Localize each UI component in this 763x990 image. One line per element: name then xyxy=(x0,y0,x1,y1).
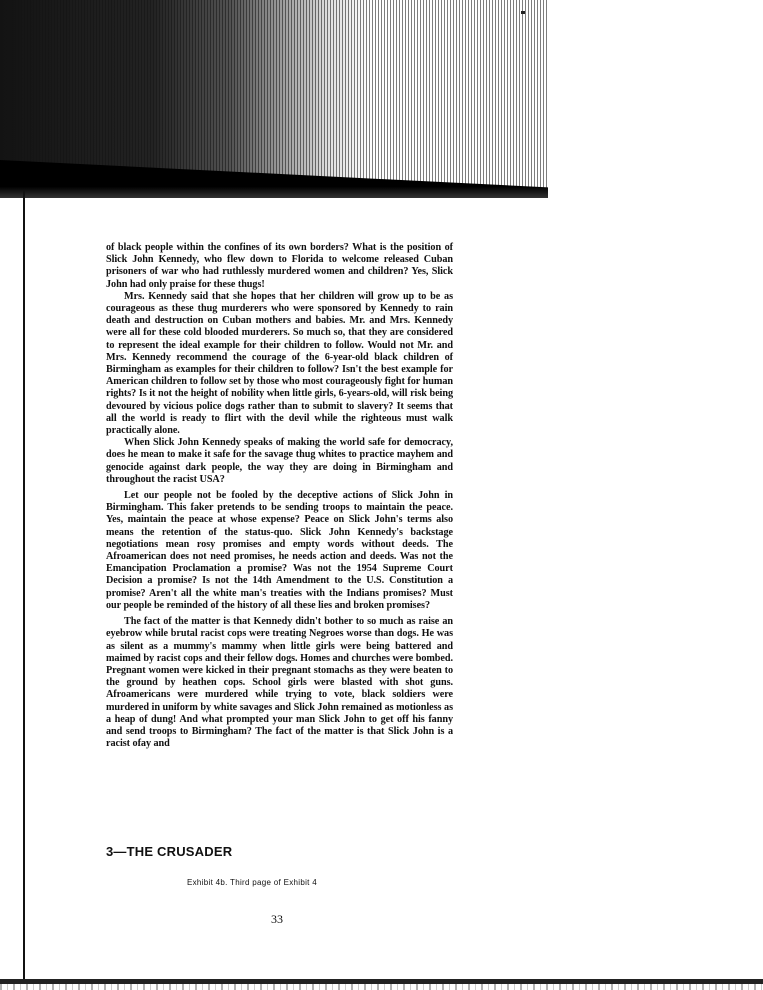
paragraph: The fact of the matter is that Kennedy didn't bother to so much as raise an eyebrow while brutal racist cops were treating Negroes worse than dogs. He was as silent as a mummy's mammy when little girls were being battered and maimed by racist cops and their fellow dogs. Homes and churches were bombed. Pregnant women were kicked in their pregnant stomachs as they were beaten to the ground by heathen cops. School girls were blasted with shot guns. Afroamericans were murdered while trying to vote, black soldiers were murdered in uniform by white savages and Slick John remained as motionless as a heap of dung! And what prompted your man Slick John to get off his fanny and send troops to Birmingham? The fact of the matter is that Slick John is a racist ofay and xyxy=(106,616,453,750)
publication-page-title: 3—THE CRUSADER xyxy=(106,844,233,859)
paragraph: Mrs. Kennedy said that she hopes that her children will grow up to be as courageous as these thug murderers who were sponsored by Kennedy to rain death and destruction on Cuban mothers and babies. Mr. and Mrs. Kennedy were all for these cold blooded murderers. So much so, that they are considered to represent the ideal example for their children to follow. Would not Mr. and Mrs. Kennedy recommend the courage of the 6-year-old black children of Birmingham as examples for their children to follow? Isn't the best example for American children to follow set by those who most courageously fight for human rights? Is it not the height of nobility when little girls, 6-years-old, will risk being devoured by vicious police dogs rather than to submit to slavery? It seems that all the world is ready to flirt with the devil while the righteous must walk practically alone. xyxy=(106,290,453,437)
paragraph: When Slick John Kennedy speaks of making the world safe for democracy, does he mean to make it safe for the savage thug whites to practice mayhem and genocide against dark people, the way they are doing in Birmingham and throughout the racist USA? xyxy=(106,437,453,485)
article-body xyxy=(106,242,453,750)
exhibit-caption: Exhibit 4b. Third page of Exhibit 4 xyxy=(187,878,317,887)
scan-speck xyxy=(521,11,525,14)
paragraph: of black people within the confines of its own borders? What is the position of Slick John Kennedy, who flew down to Florida to welcome released Cuban prisoners of war who had ruthlessly murdered women and children? Yes, Slick John had only praise for these thugs! xyxy=(106,242,453,290)
scan-noise-bottom xyxy=(0,984,763,990)
paragraph: Let our people not be fooled by the deceptive actions of Slick John in Birmingham. This faker pretends to be sending troops to maintain the peace. Yes, maintain the peace at whose expense? Peace on Slick John's terms also means the retention of the status-quo. Slick John Kennedy's backstage negotiations mean rosy promises and empty words without deeds. The Afroamerican does not need promises, he needs action and deeds. Was not the Emancipation Proclamation a promise? Was not the 1954 Supreme Court Decision a promise? Is not the 14th Amendment to the U.S. Constitution a promise? Aren't all the white man's treaties with the Indians promises? Must our people be reminded of the history of all these lies and broken promises? xyxy=(106,490,453,611)
page-number: 33 xyxy=(271,912,283,926)
page-edge-line xyxy=(23,190,25,980)
